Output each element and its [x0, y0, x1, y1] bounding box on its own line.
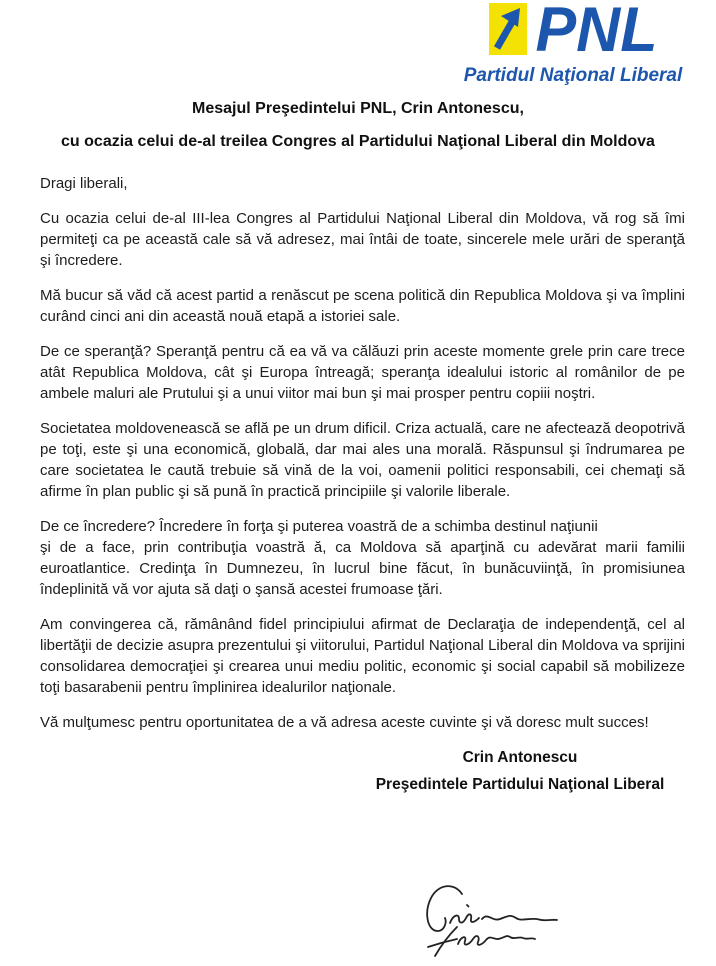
- letter-body: [40, 173, 685, 733]
- paragraph-1: Cu ocazia celui de-al III-lea Congres al Partidului Naţional Liberal din Moldova, vă rog să îmi permiteţi ca pe această cale să vă adresez, mai întâi de toate, sincerele mele urări de speranţă şi încredere.: [40, 210, 685, 269]
- pnl-logo: [460, 0, 686, 87]
- closing-block: [356, 749, 684, 794]
- paragraph-2: Mă bucur să văd că acest partid a renăscut pe scena politică din Republica Moldova şi va împlini curând cinci ani din această nouă etapă a istoriei sale.: [40, 287, 685, 325]
- logo-acronym: PNL: [535, 0, 658, 65]
- salutation: Dragi liberali,: [40, 175, 128, 192]
- letter-title-line2: cu ocazia celui de-al treilea Congres al Partidului Naţional Liberal din Moldova: [61, 133, 655, 150]
- paragraph-5-line1: De ce încredere? Încredere în forţa şi puterea voastră de a schimba destinul naţiunii: [40, 518, 598, 535]
- document-header: [0, 0, 716, 85]
- letter-title-line1: Mesajul Preşedintelui PNL, Crin Antonescu,: [192, 100, 524, 117]
- paragraph-6: Am convingerea că, rămânând fidel principiului afirmat de Declaraţia de independenţă, cel al libertăţii de decizie asupra prezentului şi viitorului, Partidul Naţional Liberal din Moldova va sprijini consolidarea democraţiei şi crearea unui mediu politic, economic şi social capabil să mobilizeze toţi basarabenii pentru împlinirea idealurilor naţionale.: [40, 616, 685, 696]
- paragraph-5-rest: şi de a face, prin contribuţia voastră ă, ca Moldova să aparţină cu adevărat marii familii euroatlantice. Credinţa în Dumnezeu, în lucrul bine făcut, în bunăcuviinţă, în promisiunea îndeplinită vă vor ajuta să daţi o şansă acestei frumoase ţări.: [40, 539, 685, 598]
- pnl-logo-top: [460, 0, 686, 65]
- signer-role: Preşedintele Partidului Naţional Liberal: [375, 776, 665, 793]
- paragraph-3: De ce speranţă? Speranţă pentru că ea vă va călăuzi prin aceste momente grele prin care trece atât Republica Moldova, cât şi Europa întreagă; speranţa idealului istoric al românilor de pe ambele maluri ale Prutului şi a unui viitor mai bun şi mai prosper pentru copiii noştri.: [40, 343, 685, 402]
- paragraph-7: Vă mulţumesc pentru oportunitatea de a vă adresa aceste cuvinte şi vă doresc mult succes!: [40, 714, 649, 731]
- paragraph-5: [40, 516, 685, 600]
- logo-tagline: Partidul Naţional Liberal: [463, 65, 683, 86]
- paragraph-4: Societatea moldovenească se află pe un drum dificil. Criza actuală, care ne afectează deopotrivă pe toţi, este şi una economică, globală, dar mai ales una morală. Răspunsul şi îndrumarea pe care societatea le caută trebuie să vină de la voi, oamenii politici responsabili, cei chemaţi să afirme în plan public şi să pună în practică principiile şi valorile liberale.: [40, 420, 685, 500]
- handwritten-signature-icon: [410, 878, 575, 963]
- signer-name: Crin Antonescu: [462, 749, 578, 766]
- arrow-up-right-icon: [489, 3, 527, 55]
